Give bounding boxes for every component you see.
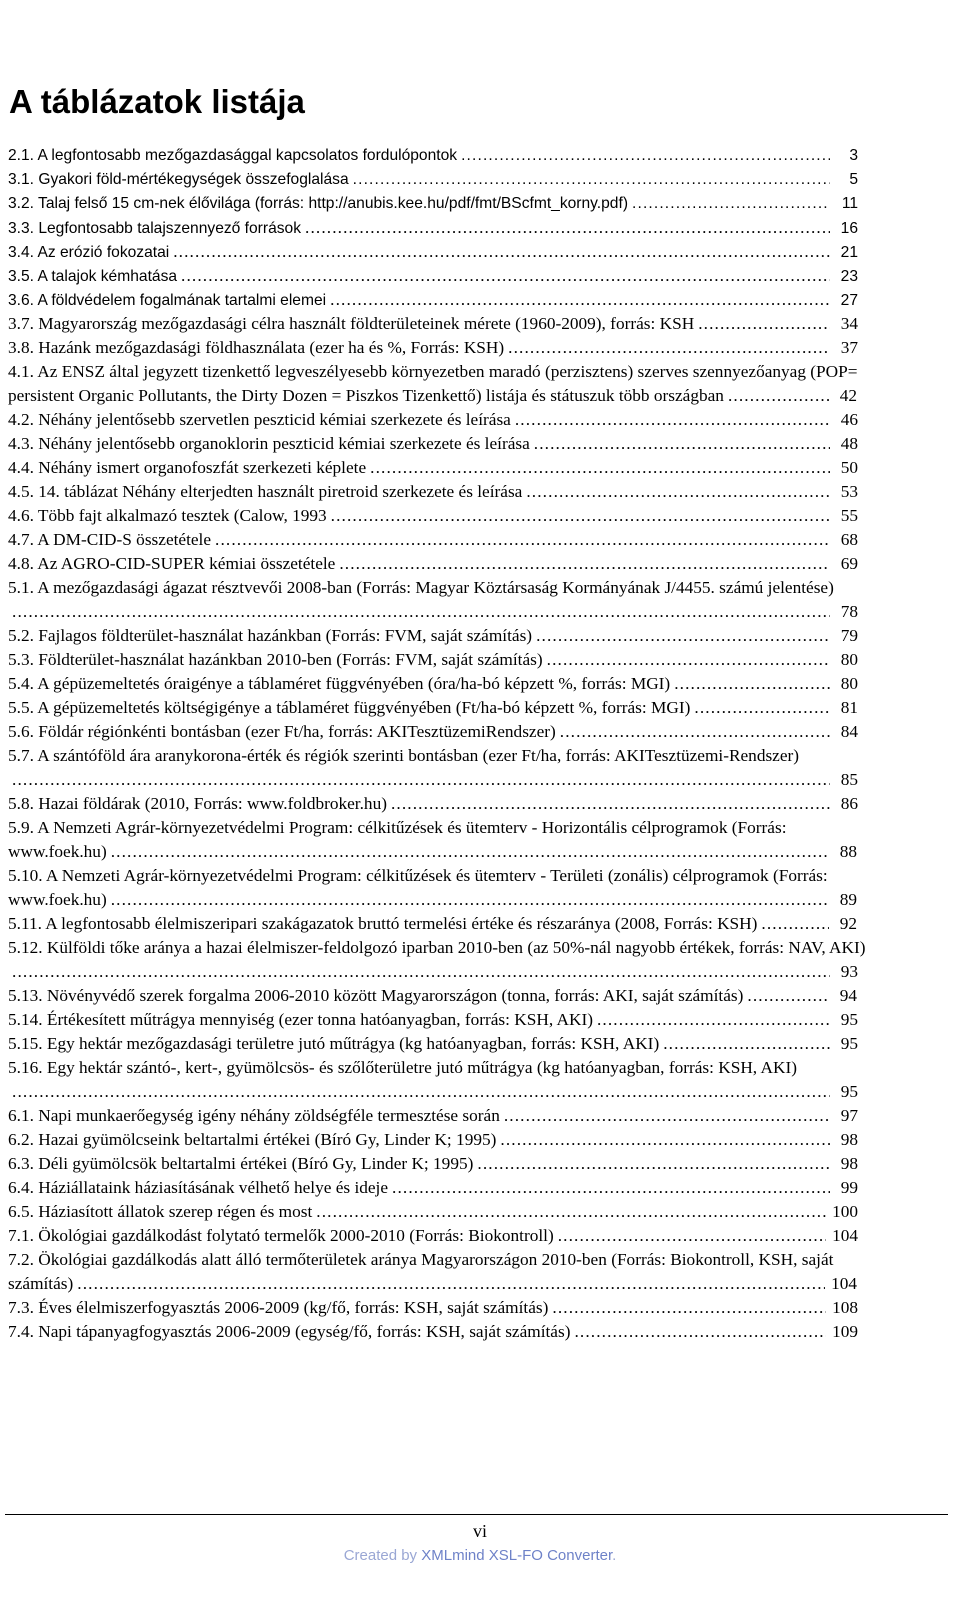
toc-entry-page: 85	[840, 770, 858, 789]
dot-leader	[305, 216, 830, 240]
toc-entry[interactable]	[8, 1008, 888, 1032]
dot-leader	[694, 696, 830, 720]
toc-entry-page: 94	[839, 986, 857, 1005]
toc-entry-page: 104	[832, 1226, 858, 1245]
toc-entry-title: 5.7. A szántóföld ára aranykorona-érték és régiók szerinti bontásban (ezer Ft/ha, forrás: AKITesztüzemi-Rendszer)	[8, 746, 800, 765]
dot-leader	[674, 672, 830, 696]
toc-entry-page: 93	[840, 962, 858, 981]
toc-entry-line	[8, 1152, 888, 1176]
toc-entry-title: 5.12. Külföldi tőke aránya a hazai élelmiszer-feldolgozó iparban 2010-ben (az 50%-nál nagyobb értékek, forrás: NAV, AKI)	[8, 938, 866, 957]
toc-entry-line	[8, 432, 888, 456]
toc-entry-title: 5.14. Értékesített műtrágya mennyiség (ezer tonna hatóanyagban, forrás: KSH, AKI)	[8, 1010, 593, 1029]
dot-leader	[181, 264, 830, 288]
footer-suffix: .	[612, 1547, 617, 1564]
toc-entry-title: 4.5. 14. táblázat Néhány elterjedten használt piretroid szerkezete és leírása	[8, 482, 523, 501]
toc-entry-title: 5.2. Fajlagos földterület-használat hazánkban (Forrás: FVM, saját számítás)	[8, 626, 533, 645]
toc-entry-page: 81	[840, 698, 858, 717]
toc-entry-line	[8, 792, 888, 816]
dot-leader	[536, 624, 830, 648]
toc-entry[interactable]	[8, 624, 888, 648]
dot-leader	[12, 1080, 830, 1104]
toc-entry-page: 48	[840, 434, 858, 453]
toc-entry[interactable]	[8, 456, 888, 480]
toc-entry-title: 4.7. A DM-CID-S összetétele	[8, 530, 212, 549]
toc-entry-line	[8, 1032, 888, 1056]
toc-entry-line	[8, 504, 888, 528]
toc-entry-line	[8, 624, 888, 648]
toc-entry-page: 23	[840, 268, 858, 285]
table-of-tables	[8, 144, 888, 1344]
toc-entry[interactable]	[8, 1176, 888, 1200]
dot-leader	[698, 312, 830, 336]
toc-entry-title: 6.5. Háziasított állatok szerep régen és most	[8, 1202, 313, 1221]
toc-entry-page: 98	[840, 1130, 858, 1149]
dot-leader	[111, 888, 829, 912]
toc-entry-page: 98	[840, 1154, 858, 1173]
toc-entry-title: 6.4. Háziállataink háziasításának vélhető helye és ideje	[8, 1178, 389, 1197]
toc-entry-title: 3.4. Az erózió fokozatai	[8, 244, 170, 261]
dot-leader	[632, 192, 830, 216]
toc-entry-page: 34	[840, 314, 858, 333]
toc-entry-title: 5.13. Növényvédő szerek forgalma 2006-2010 között Magyarországon (tonna, forrás: AKI, saját számítás)	[8, 986, 744, 1005]
toc-entry[interactable]	[8, 936, 888, 984]
toc-entry-filler	[8, 1080, 888, 1104]
toc-entry-title: 5.10. A Nemzeti Agrár-környezetvédelmi Program: célkitűzések és ütemterv - Területi (zonális) célprogramok (Forrás: www.foek.hu)	[8, 866, 828, 909]
toc-entry-title: 5.6. Földár régiónkénti bontásban (ezer Ft/ha, forrás: AKITesztüzemiRendszer)	[8, 722, 556, 741]
toc-entry-title: 4.8. Az AGRO-CID-SUPER kémiai összetétele	[8, 554, 336, 573]
toc-entry[interactable]	[8, 144, 888, 168]
dot-leader	[331, 504, 830, 528]
toc-entry-title: 5.3. Földterület-használat hazánkban 2010-ben (Forrás: FVM, saját számítás)	[8, 650, 543, 669]
toc-entry[interactable]	[8, 168, 888, 192]
toc-entry-page: 109	[832, 1322, 858, 1341]
toc-entry[interactable]	[8, 264, 888, 288]
toc-entry[interactable]	[8, 312, 888, 336]
toc-entry-line	[8, 312, 888, 336]
toc-entry-line	[8, 696, 888, 720]
dot-leader	[111, 840, 829, 864]
dot-leader	[12, 600, 830, 624]
toc-entry-line	[8, 168, 888, 192]
toc-entry-line	[8, 216, 888, 240]
toc-entry-filler	[107, 888, 887, 912]
toc-entry-line	[8, 1248, 888, 1296]
footer-brand-link[interactable]: XMLmind XSL-FO Converter	[421, 1547, 613, 1564]
toc-entry[interactable]	[8, 336, 888, 360]
toc-entry-page: 53	[840, 482, 858, 501]
toc-entry[interactable]	[8, 984, 888, 1008]
toc-entry[interactable]	[8, 216, 888, 240]
toc-entry-line	[8, 1104, 888, 1128]
toc-entry-page: 88	[839, 842, 857, 861]
toc-entry-page: 5	[849, 171, 858, 188]
dot-leader	[728, 384, 829, 408]
toc-entry[interactable]	[8, 1032, 888, 1056]
toc-entry[interactable]	[8, 192, 888, 216]
toc-entry-title: 2.1. A legfontosabb mezőgazdasággal kapcsolatos fordulópontok	[8, 147, 458, 164]
page-number: vi	[472, 1521, 487, 1541]
dot-leader	[353, 168, 830, 192]
toc-entry[interactable]	[8, 504, 888, 528]
dot-leader	[477, 1152, 830, 1176]
dot-leader	[560, 720, 830, 744]
toc-entry-line	[8, 144, 888, 168]
toc-entry-page: 95	[840, 1010, 858, 1029]
toc-entry-line	[8, 672, 888, 696]
dot-leader	[558, 1224, 826, 1248]
toc-entry-title: 3.5. A talajok kémhatása	[8, 268, 178, 285]
toc-entry-title: 7.4. Napi tápanyagfogyasztás 2006-2009 (egység/fő, forrás: KSH, saját számítás)	[8, 1322, 571, 1341]
toc-entry-page: 37	[840, 338, 858, 357]
toc-entry-page: 46	[840, 410, 858, 429]
dot-leader	[663, 1032, 830, 1056]
toc-entry-title: 5.16. Egy hektár szántó-, kert-, gyümölcsös- és szőlőterületre jutó műtrágya (kg hatóanyagban, forrás: KSH, AKI)	[8, 1058, 797, 1077]
toc-entry-page: 42	[839, 386, 857, 405]
toc-entry-line	[8, 1176, 888, 1200]
footer-divider	[5, 1514, 948, 1515]
toc-entry-page: 92	[839, 914, 857, 933]
toc-entry-page: 84	[840, 722, 858, 741]
toc-entry-line	[8, 1128, 888, 1152]
toc-entry-line	[8, 192, 888, 216]
toc-entry-title: 3.1. Gyakori föld-mértékegységek összefoglalása	[8, 171, 349, 188]
toc-entry[interactable]	[8, 648, 888, 672]
toc-entry[interactable]	[8, 1104, 888, 1128]
toc-entry[interactable]	[8, 744, 888, 792]
dot-leader	[508, 336, 830, 360]
toc-entry[interactable]	[8, 408, 888, 432]
toc-entry-line	[8, 1056, 888, 1104]
toc-entry-line	[8, 1008, 888, 1032]
toc-entry-title: 5.8. Hazai földárak (2010, Forrás: www.foldbroker.hu)	[8, 794, 387, 813]
toc-entry-line	[8, 480, 888, 504]
toc-entry-title: 3.7. Magyarország mezőgazdasági célra használt földterületeinek mérete (1960-2009), forrás: KSH	[8, 314, 695, 333]
page-title: A táblázatok listája	[9, 83, 305, 120]
generator-footer	[0, 1545, 960, 1567]
toc-entry[interactable]	[8, 720, 888, 744]
toc-entry[interactable]	[8, 1056, 888, 1104]
toc-entry-line	[8, 240, 888, 264]
dot-leader	[761, 912, 829, 936]
toc-entry-line	[8, 744, 888, 792]
toc-entry-line	[8, 936, 888, 984]
toc-entry-line	[8, 360, 888, 408]
dot-leader	[173, 240, 830, 264]
toc-entry-page: 104	[831, 1274, 857, 1293]
toc-entry-page: 3	[849, 147, 858, 164]
toc-entry-title: 4.6. Több fajt alkalmazó tesztek (Calow, 1993	[8, 506, 327, 525]
toc-entry[interactable]	[8, 288, 888, 312]
dot-leader	[316, 1200, 826, 1224]
toc-entry-filler	[73, 1272, 887, 1296]
toc-entry-page: 80	[840, 650, 858, 669]
toc-entry-title: 7.1. Ökológiai gazdálkodást folytató termelők 2000-2010 (Forrás: Biokontroll)	[8, 1226, 554, 1245]
toc-entry-line	[8, 816, 888, 864]
toc-entry-page: 95	[840, 1082, 858, 1101]
toc-entry-line	[8, 288, 888, 312]
toc-entry-page: 108	[832, 1298, 858, 1317]
toc-entry-page: 97	[840, 1106, 858, 1125]
dot-leader	[391, 792, 830, 816]
dot-leader	[330, 288, 830, 312]
toc-entry-title: 7.3. Éves élelmiszerfogyasztás 2006-2009 (kg/fő, forrás: KSH, saját számítás)	[8, 1298, 549, 1317]
toc-entry-line	[8, 408, 888, 432]
toc-entry-line	[8, 720, 888, 744]
toc-entry[interactable]	[8, 1128, 888, 1152]
toc-entry-filler	[8, 768, 888, 792]
toc-entry-page: 11	[841, 195, 858, 212]
toc-entry-filler	[743, 984, 887, 1008]
toc-entry-line	[8, 648, 888, 672]
dot-leader	[597, 1008, 830, 1032]
dot-leader	[77, 1272, 825, 1296]
toc-entry-filler	[8, 600, 888, 624]
toc-entry[interactable]	[8, 1248, 888, 1296]
toc-entry[interactable]	[8, 1224, 888, 1248]
dot-leader	[515, 408, 830, 432]
toc-entry-page: 95	[840, 1034, 858, 1053]
toc-entry-title: 5.4. A gépüzemeltetés óraigénye a táblaméret függvényében (óra/ha-bó képzett %, forrás: MGI)	[8, 674, 671, 693]
toc-entry[interactable]	[8, 528, 888, 552]
toc-entry-page: 68	[840, 530, 858, 549]
toc-entry-line	[8, 1320, 888, 1344]
toc-entry-line	[8, 864, 888, 912]
toc-entry-title: 5.11. A legfontosabb élelmiszeripari szakágazatok bruttó termelési értéke és részaránya (2008, Forrás: KSH)	[8, 914, 758, 933]
toc-entry[interactable]	[8, 792, 888, 816]
toc-entry-title: 3.8. Hazánk mezőgazdasági földhasználata (ezer ha és %, Forrás: KSH)	[8, 338, 505, 357]
toc-entry-page: 78	[840, 602, 858, 621]
toc-entry[interactable]	[8, 1200, 888, 1224]
toc-entry-line	[8, 1200, 888, 1224]
dot-leader	[461, 144, 830, 168]
toc-entry-line	[8, 528, 888, 552]
toc-entry[interactable]	[8, 480, 888, 504]
dot-leader	[526, 480, 830, 504]
toc-entry-page: 99	[840, 1178, 858, 1197]
toc-entry-page: 100	[832, 1202, 858, 1221]
toc-entry-title: 4.3. Néhány jelentősebb organoklorin peszticid kémiai szerkezete és leírása	[8, 434, 530, 453]
toc-entry-filler	[724, 384, 887, 408]
toc-entry[interactable]	[8, 816, 888, 864]
toc-entry-line	[8, 456, 888, 480]
toc-entry-page: 89	[839, 890, 857, 909]
toc-entry-line	[8, 1224, 888, 1248]
toc-entry[interactable]	[8, 360, 888, 408]
dot-leader	[392, 1176, 830, 1200]
toc-entry[interactable]	[8, 1152, 888, 1176]
toc-entry-line	[8, 552, 888, 576]
toc-entry-title: 6.2. Hazai gyümölcseink beltartalmi értékei (Bíró Gy, Linder K; 1995)	[8, 1130, 497, 1149]
toc-entry[interactable]	[8, 864, 888, 912]
dot-leader	[552, 1296, 826, 1320]
toc-entry-page: 86	[840, 794, 858, 813]
toc-entry-title: 7.2. Ökológiai gazdálkodás alatt álló termőterületek aránya Magyarországon 2010-ben (Forrás: Biokontroll, KSH, saját számítás)	[8, 1250, 834, 1293]
toc-entry[interactable]	[8, 1320, 888, 1344]
toc-entry-page: 69	[840, 554, 858, 573]
dot-leader	[534, 432, 830, 456]
toc-entry-title: 5.9. A Nemzeti Agrár-környezetvédelmi Program: célkitűzések és ütemterv - Horizontális célprogramok (Forrás: www.foek.hu)	[8, 818, 787, 861]
toc-entry-title: 5.1. A mezőgazdasági ágazat résztvevői 2008-ban (Forrás: Magyar Köztársaság Kormányának J/4455. számú jelentése)	[8, 578, 834, 597]
toc-entry[interactable]	[8, 240, 888, 264]
toc-entry-filler	[757, 912, 887, 936]
footer-prefix: Created by	[343, 1547, 422, 1564]
dot-leader	[547, 648, 830, 672]
toc-entry-page: 50	[840, 458, 858, 477]
toc-entry[interactable]	[8, 1296, 888, 1320]
toc-entry-line	[8, 984, 888, 1008]
toc-entry-title: 3.3. Legfontosabb talajszennyező források	[8, 220, 302, 237]
dot-leader	[500, 1128, 830, 1152]
dot-leader	[12, 960, 830, 984]
toc-entry-line	[8, 1296, 888, 1320]
toc-entry-title: 5.5. A gépüzemeltetés költségigénye a táblaméret függvényében (Ft/ha-bó képzett %, forrás: MGI)	[8, 698, 691, 717]
toc-entry-title: 4.2. Néhány jelentősebb szervetlen peszticid kémiai szerkezete és leírása	[8, 410, 511, 429]
toc-entry-title: 3.6. A földvédelem fogalmának tartalmi elemei	[8, 292, 327, 309]
toc-entry[interactable]	[8, 432, 888, 456]
dot-leader	[339, 552, 830, 576]
toc-entry-title: 6.3. Déli gyümölcsök beltartalmi értékei (Bíró Gy, Linder K; 1995)	[8, 1154, 474, 1173]
toc-entry-title: 3.2. Talaj felső 15 cm-nek élővilága (forrás: http://anubis.kee.hu/pdf/fmt/BScfmt_korny.pdf)	[8, 195, 629, 212]
toc-entry[interactable]	[8, 696, 888, 720]
toc-entry-page: 55	[840, 506, 858, 525]
toc-entry-page: 21	[840, 244, 858, 261]
dot-leader	[370, 456, 830, 480]
toc-entry[interactable]	[8, 912, 888, 936]
toc-entry-line	[8, 336, 888, 360]
dot-leader	[574, 1320, 826, 1344]
toc-entry-title: 5.15. Egy hektár mezőgazdasági területre jutó műtrágya (kg hatóanyagban, forrás: KSH, AKI)	[8, 1034, 660, 1053]
toc-entry-line	[8, 912, 888, 936]
toc-entry-page: 80	[840, 674, 858, 693]
toc-entry-page: 16	[840, 220, 858, 237]
toc-entry-page: 79	[840, 626, 858, 645]
toc-entry-title: 6.1. Napi munkaerőegység igény néhány zöldségféle termesztése során	[8, 1106, 500, 1125]
toc-entry-line	[8, 264, 888, 288]
toc-entry[interactable]	[8, 672, 888, 696]
toc-entry[interactable]	[8, 552, 888, 576]
toc-entry-line	[8, 576, 888, 624]
toc-entry-filler	[8, 960, 888, 984]
toc-entry-title: 4.4. Néhány ismert organofoszfát szerkezeti képlete	[8, 458, 367, 477]
toc-entry[interactable]	[8, 576, 888, 624]
dot-leader	[747, 984, 829, 1008]
toc-entry-filler	[107, 840, 887, 864]
toc-entry-page: 27	[840, 292, 858, 309]
dot-leader	[504, 1104, 830, 1128]
dot-leader	[215, 528, 830, 552]
toc-entry-title: 4.1. Az ENSZ által jegyzett tizenkettő legveszélyesebb környezetben maradó (perzisztens) szerves szennyezőanyag (POP= persistent Organic Pollutants, the Dirty Dozen = Piszkos Tizenkettő) listája és státuszuk több országban	[8, 362, 858, 405]
dot-leader	[12, 768, 830, 792]
